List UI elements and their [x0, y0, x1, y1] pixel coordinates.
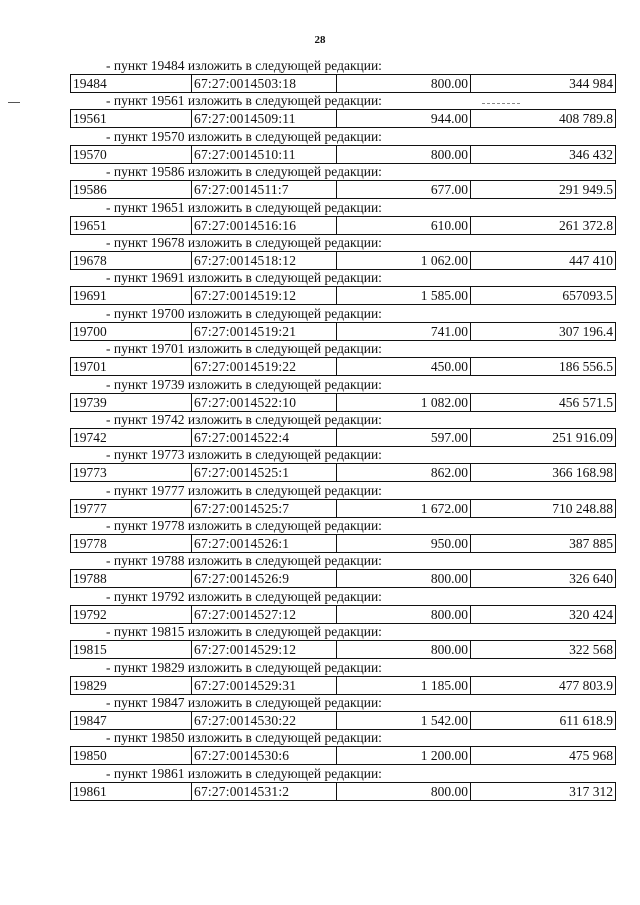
item-number-cell: 19861	[71, 783, 192, 800]
table-row	[70, 605, 616, 624]
item-number-cell: 19701	[71, 358, 192, 375]
amendment-instruction: - пункт 19678 изложить в следующей редакции:	[106, 234, 382, 250]
amendment-instruction: - пункт 19484 изложить в следующей редакции:	[106, 58, 382, 73]
item-number-cell: 19700	[71, 323, 192, 340]
item-number-cell: 19691	[71, 287, 192, 304]
amendment-entry	[70, 412, 616, 447]
amendment-entry	[70, 306, 616, 341]
cadastral-value-cell: 710 248.88	[552, 500, 613, 516]
cadastral-value-cell: 408 789.8	[559, 111, 613, 127]
amendment-entry	[70, 235, 616, 270]
amendment-entry	[70, 730, 616, 765]
cadastral-number-cell: 67:27:0014518:12	[192, 252, 337, 269]
cadastral-number-cell: 67:27:0014527:12	[192, 606, 337, 623]
area-cell: 450.00	[337, 358, 471, 375]
table-row	[70, 145, 616, 164]
amendment-instruction: - пункт 19788 изложить в следующей редакции:	[106, 553, 382, 569]
cadastral-number-cell: 67:27:0014530:6	[192, 747, 337, 764]
table-row	[70, 216, 616, 235]
table-row	[70, 357, 616, 376]
amendment-instruction: - пункт 19742 изложить в следующей редакции:	[106, 411, 382, 427]
amendment-instruction: - пункт 19701 изложить в следующей редакции:	[106, 341, 382, 357]
amendment-entry	[70, 93, 616, 128]
cadastral-value-cell: 477 803.9	[559, 677, 613, 693]
amendment-entry	[70, 200, 616, 235]
amendment-instruction: - пункт 19861 изложить в следующей редакции:	[106, 765, 382, 781]
amendment-instruction: - пункт 19829 изложить в следующей редакции:	[106, 659, 382, 675]
amendment-entry	[70, 341, 616, 376]
area-cell: 1 542.00	[337, 712, 471, 729]
cadastral-value-cell: 326 640	[569, 571, 613, 587]
table-row	[70, 393, 616, 412]
cadastral-number-cell: 67:27:0014509:11	[192, 110, 337, 127]
item-number-cell: 19742	[71, 429, 192, 446]
cadastral-number-cell: 67:27:0014519:12	[192, 287, 337, 304]
amendment-instruction: - пункт 19700 изложить в следующей редакции:	[106, 305, 382, 321]
area-cell: 944.00	[337, 110, 471, 127]
area-cell: 677.00	[337, 181, 471, 198]
cadastral-value-cell: 366 168.98	[552, 465, 613, 481]
cadastral-number-cell: 67:27:0014530:22	[192, 712, 337, 729]
cadastral-number-cell: 67:27:0014526:1	[192, 535, 337, 552]
cadastral-value-cell: 611 618.9	[559, 713, 613, 729]
item-number-cell: 19788	[71, 570, 192, 587]
area-cell: 800.00	[337, 641, 471, 658]
cadastral-value-cell: 657093.5	[562, 288, 613, 304]
table-row	[70, 180, 616, 199]
area-cell: 800.00	[337, 146, 471, 163]
table-row	[70, 711, 616, 730]
amendment-list	[70, 58, 616, 801]
cadastral-number-cell: 67:27:0014516:16	[192, 217, 337, 234]
amendment-entry	[70, 553, 616, 588]
area-cell: 800.00	[337, 570, 471, 587]
amendment-instruction: - пункт 19847 изложить в следующей редакции:	[106, 695, 382, 711]
table-row	[70, 640, 616, 659]
cadastral-number-cell: 67:27:0014531:2	[192, 783, 337, 800]
cadastral-value-cell: 447 410	[569, 252, 613, 268]
table-row	[70, 676, 616, 695]
cadastral-value-cell: 307 196.4	[559, 323, 613, 339]
item-number-cell: 19678	[71, 252, 192, 269]
amendment-entry	[70, 58, 616, 93]
amendment-instruction: - пункт 19815 изложить в следующей редакции:	[106, 624, 382, 640]
page-number: 28	[314, 34, 326, 46]
item-number-cell: 19777	[71, 500, 192, 517]
cadastral-value-cell: 251 916.09	[552, 429, 613, 445]
cadastral-value-cell: 344 984	[569, 76, 613, 91]
amendment-instruction: - пункт 19739 изложить в следующей редакции:	[106, 376, 382, 392]
cadastral-number-cell: 67:27:0014503:18	[192, 75, 337, 92]
area-cell: 1 062.00	[337, 252, 471, 269]
item-number-cell: 19484	[71, 75, 192, 92]
amendment-entry	[70, 624, 616, 659]
cadastral-value-cell: 320 424	[569, 606, 613, 622]
item-number-cell: 19651	[71, 217, 192, 234]
amendment-instruction: - пункт 19773 изложить в следующей редакции:	[106, 447, 382, 463]
cadastral-value-cell: 387 885	[569, 536, 613, 552]
cadastral-value-cell: 186 556.5	[559, 359, 613, 375]
amendment-instruction: - пункт 19651 изложить в следующей редакции:	[106, 199, 382, 215]
item-number-cell: 19829	[71, 677, 192, 694]
area-cell: 1 585.00	[337, 287, 471, 304]
amendment-entry	[70, 518, 616, 553]
table-row	[70, 428, 616, 447]
item-number-cell: 19773	[71, 464, 192, 481]
table-row	[70, 286, 616, 305]
cadastral-value-cell: 261 372.8	[559, 217, 613, 233]
item-number-cell: 19850	[71, 747, 192, 764]
cadastral-number-cell: 67:27:0014522:4	[192, 429, 337, 446]
cadastral-number-cell: 67:27:0014522:10	[192, 394, 337, 411]
cadastral-value-cell: 317 312	[569, 783, 613, 799]
item-number-cell: 19586	[71, 181, 192, 198]
cadastral-number-cell: 67:27:0014529:12	[192, 641, 337, 658]
amendment-entry	[70, 447, 616, 482]
amendment-entry	[70, 129, 616, 164]
amendment-instruction: - пункт 19778 изложить в следующей редакции:	[106, 518, 382, 534]
cadastral-value-cell: 346 432	[569, 146, 613, 162]
amendment-instruction: - пункт 19586 изложить в следующей редакции:	[106, 164, 382, 180]
area-cell: 950.00	[337, 535, 471, 552]
cadastral-value-cell: 291 949.5	[559, 182, 613, 198]
area-cell: 597.00	[337, 429, 471, 446]
margin-dash	[8, 102, 20, 103]
area-cell: 800.00	[337, 606, 471, 623]
item-number-cell: 19792	[71, 606, 192, 623]
area-cell: 610.00	[337, 217, 471, 234]
amendment-entry	[70, 483, 616, 518]
area-cell: 1 185.00	[337, 677, 471, 694]
area-cell: 741.00	[337, 323, 471, 340]
item-number-cell: 19778	[71, 535, 192, 552]
table-row	[70, 109, 616, 128]
cadastral-value-cell: 456 571.5	[559, 394, 613, 410]
cadastral-number-cell: 67:27:0014519:21	[192, 323, 337, 340]
cadastral-number-cell: 67:27:0014529:31	[192, 677, 337, 694]
area-cell: 800.00	[337, 783, 471, 800]
amendment-entry	[70, 377, 616, 412]
table-row	[70, 463, 616, 482]
item-number-cell: 19561	[71, 110, 192, 127]
table-row	[70, 322, 616, 341]
amendment-instruction: - пункт 19777 изложить в следующей редакции:	[106, 482, 382, 498]
table-row	[70, 782, 616, 801]
table-row	[70, 746, 616, 765]
area-cell: 1 082.00	[337, 394, 471, 411]
cadastral-number-cell: 67:27:0014519:22	[192, 358, 337, 375]
amendment-entry	[70, 589, 616, 624]
amendment-entry	[70, 660, 616, 695]
amendment-entry	[70, 766, 616, 801]
cadastral-number-cell: 67:27:0014511:7	[192, 181, 337, 198]
cadastral-number-cell: 67:27:0014526:9	[192, 570, 337, 587]
cadastral-number-cell: 67:27:0014525:7	[192, 500, 337, 517]
table-row	[70, 74, 616, 93]
area-cell: 800.00	[337, 75, 471, 92]
area-cell: 862.00	[337, 464, 471, 481]
table-row	[70, 251, 616, 270]
cadastral-number-cell: 67:27:0014525:1	[192, 464, 337, 481]
item-number-cell: 19815	[71, 641, 192, 658]
item-number-cell: 19570	[71, 146, 192, 163]
cadastral-value-cell: 475 968	[569, 748, 613, 764]
table-row	[70, 569, 616, 588]
amendment-instruction: - пункт 19850 изложить в следующей редакции:	[106, 730, 382, 746]
amendment-entry	[70, 270, 616, 305]
cadastral-number-cell: 67:27:0014510:11	[192, 146, 337, 163]
amendment-instruction: - пункт 19561 изложить в следующей редакции:	[106, 93, 382, 109]
amendment-entry	[70, 695, 616, 730]
cadastral-value-cell: 322 568	[569, 642, 613, 658]
item-number-cell: 19847	[71, 712, 192, 729]
amendment-instruction: - пункт 19691 изложить в следующей редакции:	[106, 270, 382, 286]
table-row	[70, 499, 616, 518]
amendment-instruction: - пункт 19570 изложить в следующей редакции:	[106, 128, 382, 144]
item-number-cell: 19739	[71, 394, 192, 411]
area-cell: 1 672.00	[337, 500, 471, 517]
area-cell: 1 200.00	[337, 747, 471, 764]
amendment-instruction: - пункт 19792 изложить в следующей редакции:	[106, 588, 382, 604]
table-row	[70, 534, 616, 553]
amendment-entry	[70, 164, 616, 199]
